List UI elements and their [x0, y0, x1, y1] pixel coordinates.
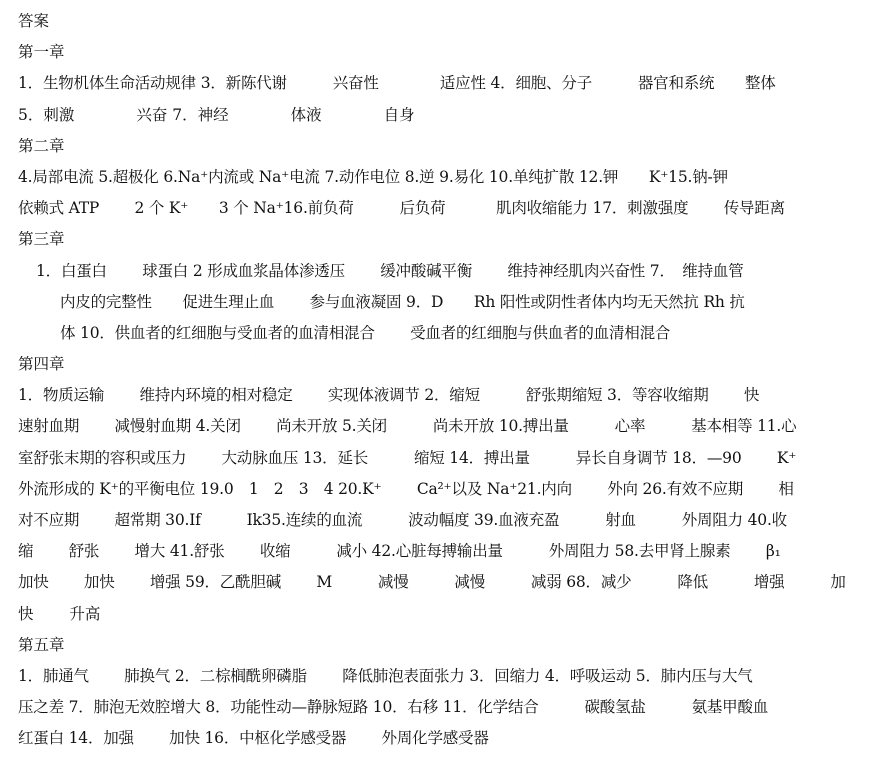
- chapter-2-heading: 第二章: [18, 136, 65, 155]
- chapter-4-line-1: 1．物质运输 维持内环境的相对稳定 实现体液调节 2．缩短 舒张期缩短 3．等容收缩期 快: [18, 386, 760, 405]
- chapter-4-line-8: 快 升高: [18, 604, 101, 623]
- chapter-1-line-2: 5．刺激 兴奋 7．神经 体液 自身: [18, 105, 415, 124]
- chapter-4-heading: 第四章: [18, 355, 65, 374]
- chapter-2-line-1: 4.局部电流 5.超极化 6.Na⁺内流或 Na⁺电流 7.动作电位 8.逆 9.易化 10.单纯扩散 12.钾 K⁺15.钠-钾: [18, 167, 728, 186]
- chapter-1-heading: 第一章: [18, 43, 65, 62]
- chapter-3-heading: 第三章: [18, 230, 65, 249]
- chapter-5-heading: 第五章: [18, 635, 65, 654]
- answer-document: [18, 6, 860, 755]
- chapter-4-line-2: 速射血期 减慢射血期 4.关闭 尚未开放 5.关闭 尚未开放 10.搏出量 心率 基本相等 11.心: [18, 417, 797, 436]
- chapter-5-line-2: 压之差 7．肺泡无效腔增大 8．功能性动—静脉短路 10．右移 11．化学结合 碳酸氢盐 氨基甲酸血: [18, 698, 769, 717]
- chapter-4-line-4: 外流形成的 K⁺的平衡电位 19.0 1 2 3 4 20.K⁺ Ca²⁺以及 Na⁺21.内向 外向 26.有效不应期 相: [18, 479, 794, 498]
- chapter-4-line-7: 加快 加快 增强 59．乙酰胆碱 M 减慢 减慢 减弱 68．减少 降低 增强 加: [18, 573, 846, 592]
- chapter-4-line-5: 对不应期 超常期 30.If Ik35.连续的血流 波动幅度 39.血液充盈 射血 外周阻力 40.收: [18, 511, 787, 529]
- chapter-5-line-3: 红蛋白 14．加强 加快 16．中枢化学感受器 外周化学感受器: [18, 729, 489, 748]
- chapter-5-line-1: 1．肺通气 肺换气 2．二棕榈酰卵磷脂 降低肺泡表面张力 3．回缩力 4．呼吸运动 5．肺内压与大气: [18, 666, 753, 685]
- document-title: 答案: [18, 12, 50, 30]
- chapter-2-line-2: 依赖式 ATP 2 个 K⁺ 3 个 Na⁺16.前负荷 后负荷 肌肉收缩能力 17．刺激强度 传导距离: [18, 199, 785, 218]
- chapter-1-line-1: 1．生物机体生命活动规律 3．新陈代谢 兴奋性 适应性 4．细胞、分子 器官和系统 整体: [18, 74, 776, 93]
- chapter-4-line-6: 缩 舒张 增大 41.舒张 收缩 减小 42.心脏每搏输出量 外周阻力 58.去甲肾上腺素 β₁: [18, 542, 781, 561]
- chapter-3-line-3: 体 10．供血者的红细胞与受血者的血清相混合 受血者的红细胞与供血者的血清相混合: [60, 323, 671, 342]
- chapter-3-line-1: 1．白蛋白 球蛋白 2 形成血浆晶体渗透压 缓冲酸碱平衡 维持神经肌肉兴奋性 7． 维持血管: [36, 261, 744, 280]
- chapter-3-line-2: 内皮的完整性 促进生理止血 参与血液凝固 9．D Rh 阳性或阴性者体内均无天然抗 Rh 抗: [60, 292, 745, 311]
- chapter-4-line-3: 室舒张末期的容积或压力 大动脉血压 13．延长 缩短 14．搏出量 异长自身调节 18．—90 K⁺: [18, 448, 797, 467]
